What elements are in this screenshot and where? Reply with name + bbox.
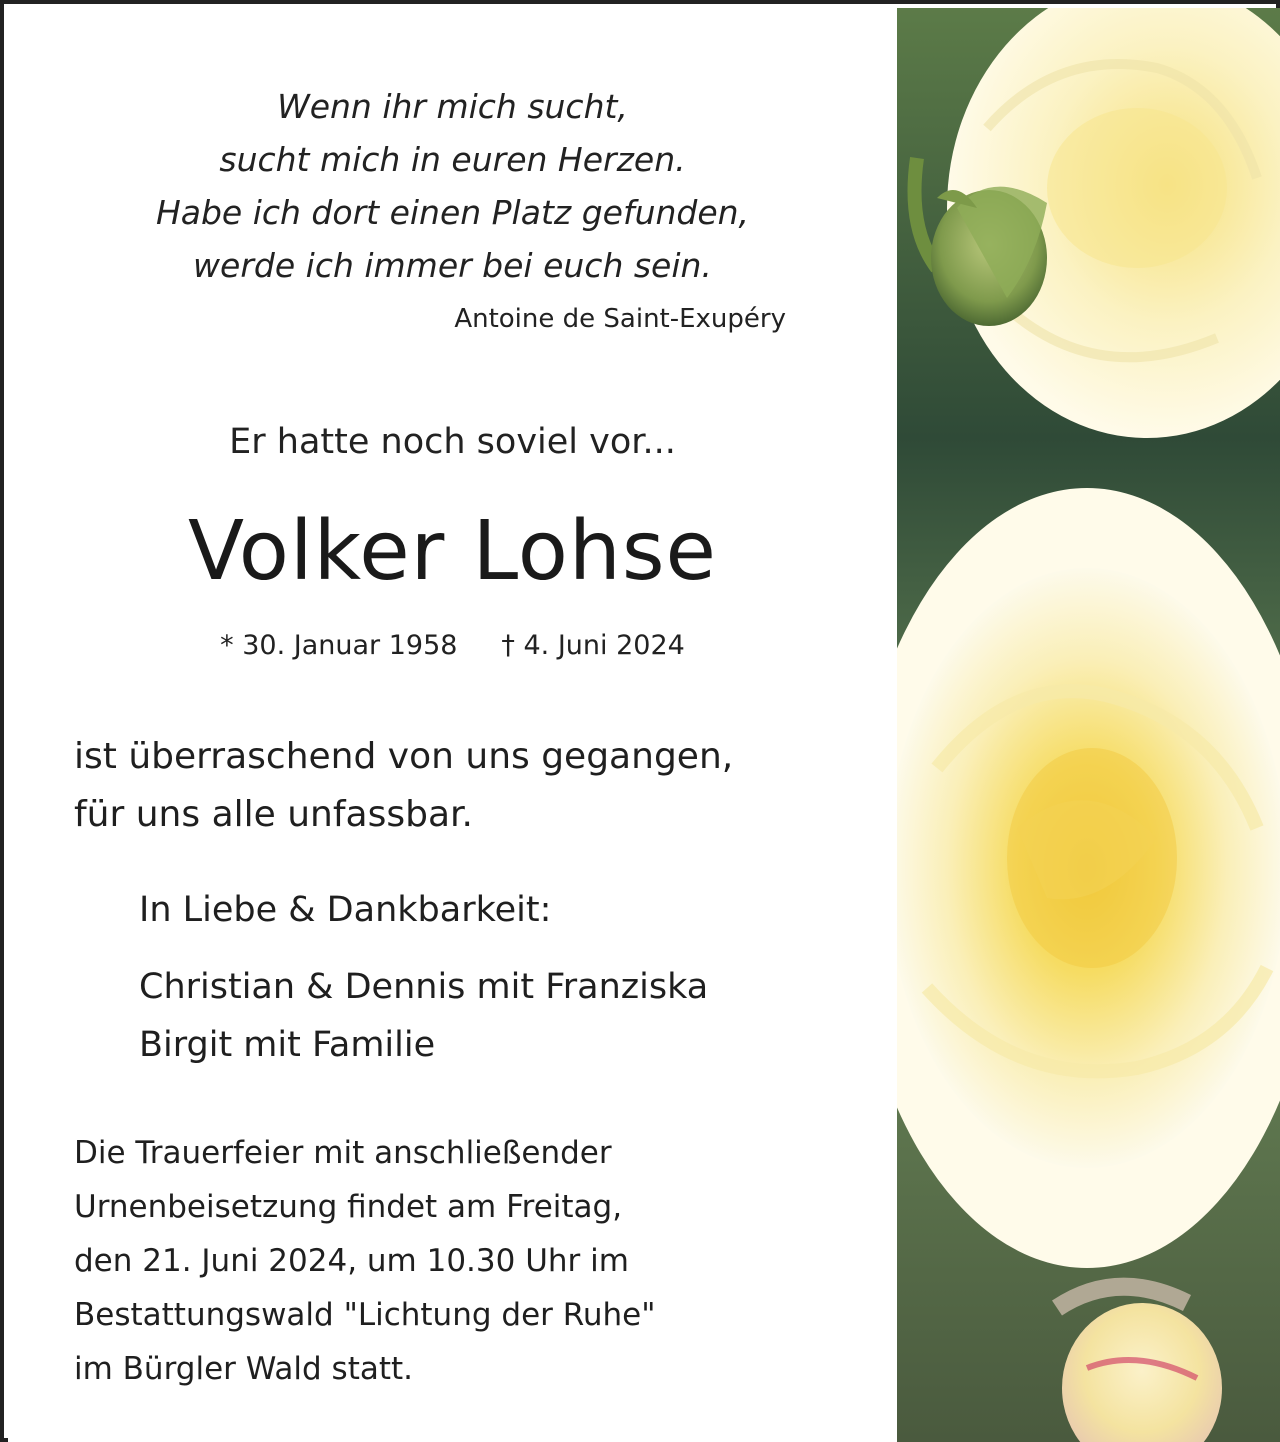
text-column xyxy=(8,8,897,1442)
funeral-line: Die Trauerfeier mit anschließender xyxy=(74,1135,612,1171)
quote-author: Antoine de Saint-Exupéry xyxy=(454,304,786,334)
quote xyxy=(8,80,897,292)
death-date: † 4. Juni 2024 xyxy=(501,630,685,661)
quote-line: Habe ich dort einen Platz gefunden, xyxy=(155,193,750,232)
mourner: Birgit mit Familie xyxy=(139,1025,436,1065)
message-line: für uns alle unfassbar. xyxy=(74,794,473,835)
quote-line: sucht mich in euren Herzen. xyxy=(219,140,686,179)
mourner: Christian & Dennis mit Franziska xyxy=(139,967,709,1007)
life-dates xyxy=(8,630,897,661)
rose-illustration xyxy=(897,8,1280,1442)
intro-text: Er hatte noch soviel vor... xyxy=(229,422,676,462)
funeral-line: im Bürgler Wald statt. xyxy=(74,1351,414,1387)
birth-date: * 30. Januar 1958 xyxy=(220,630,458,661)
message-line: ist überraschend von uns gegangen, xyxy=(74,736,734,777)
dedication: In Liebe & Dankbarkeit: xyxy=(139,890,552,930)
funeral-line: Urnenbeisetzung findet am Freitag, xyxy=(74,1189,623,1225)
deceased-name: Volker Lohse xyxy=(187,504,718,599)
quote-line: Wenn ihr mich sucht, xyxy=(277,87,628,126)
mourners-list xyxy=(139,958,889,1074)
funeral-line: den 21. Juni 2024, um 10.30 Uhr im xyxy=(74,1243,629,1279)
yellow-roses-photo xyxy=(897,8,1280,1442)
message xyxy=(74,728,874,844)
funeral-info xyxy=(74,1126,874,1396)
quote-line: werde ich immer bei euch sein. xyxy=(193,246,712,285)
funeral-line: Bestattungswald "Lichtung der Ruhe" xyxy=(74,1297,656,1333)
